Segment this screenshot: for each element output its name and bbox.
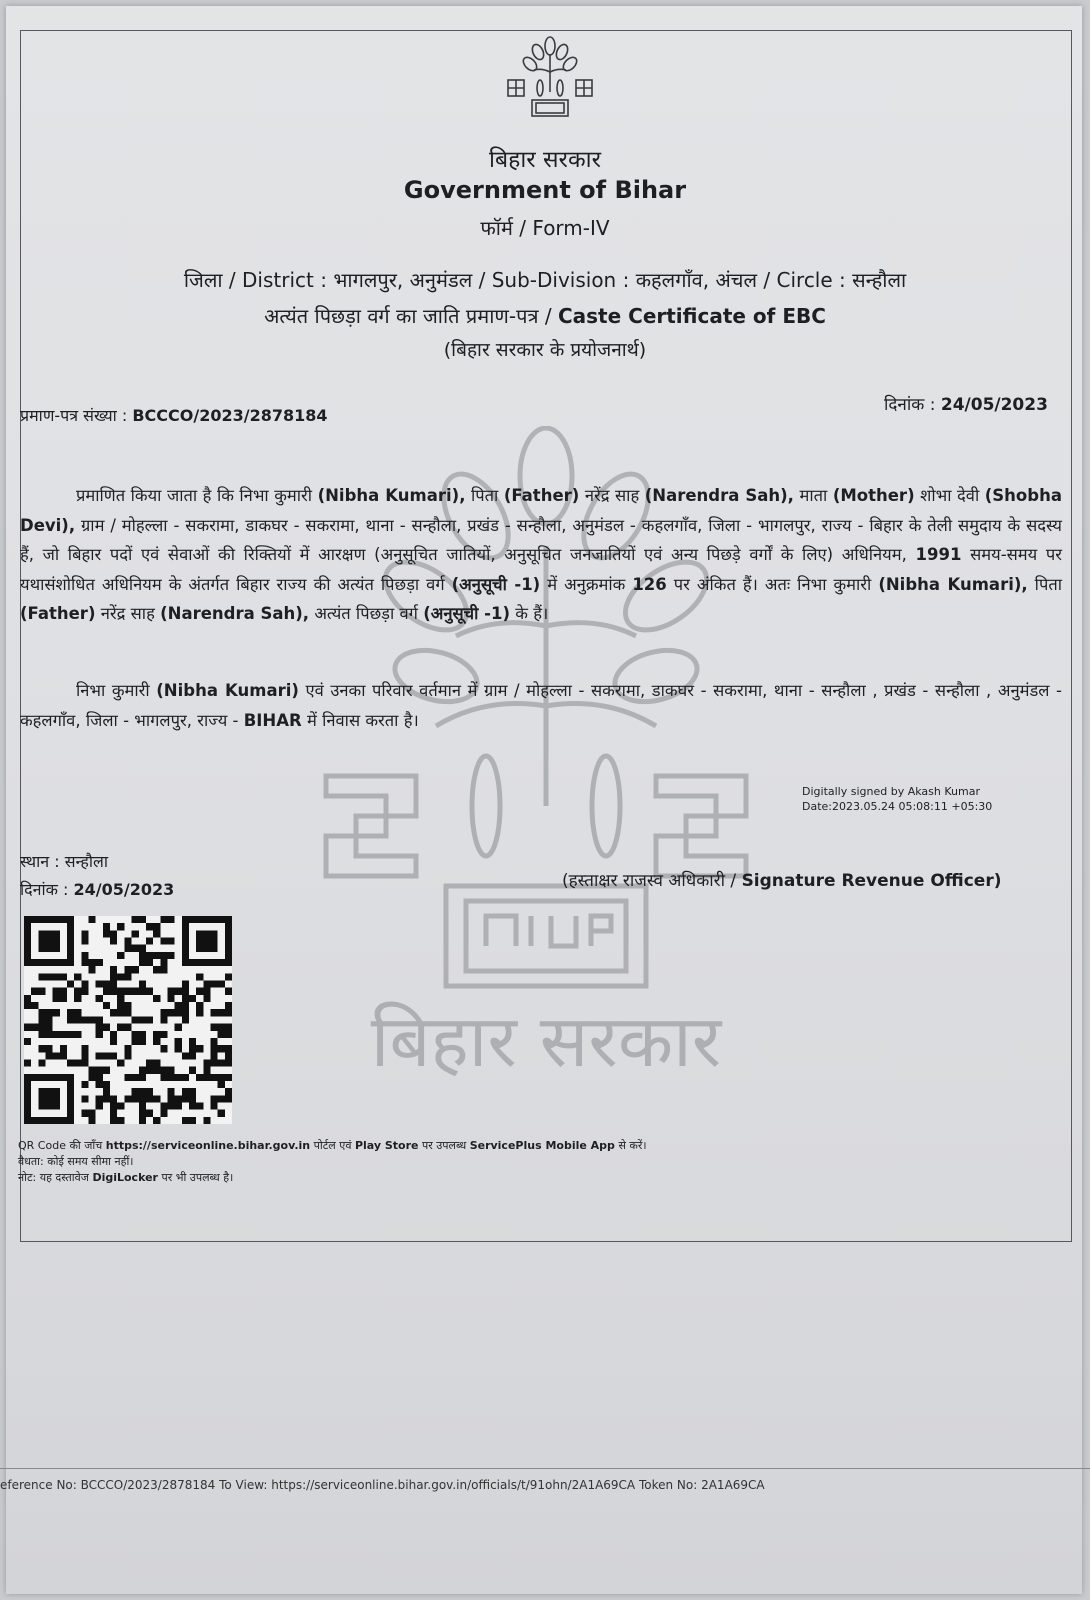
qr-note-app: ServicePlus Mobile App [469,1139,615,1152]
footer-reference: eference No: BCCCO/2023/2878184 To View: https://serviceonline.bihar.gov.in/officials/t/91ohn/2A1A69CA Token No: 2A1A69CA [0,1478,765,1492]
place [20,850,108,872]
form-number: फॉर्म / Form-IV [480,216,610,240]
certificate-number [20,404,328,426]
qr-note-url[interactable]: https://serviceonline.bihar.gov.in [105,1139,311,1152]
qr-note-line-1 [18,1138,647,1154]
p1-father-name: (Narendra Sah), [644,486,794,505]
issue-date-label: दिनांक : [20,880,69,899]
p1-mother-name: (Shobha Devi), [20,486,1062,535]
officer-signature-english: Signature Revenue Officer) [741,871,1002,891]
place-value: सन्हौला [64,852,108,871]
district-value: भागलपुर, [333,268,404,292]
circle-label: अंचल / Circle : [715,268,846,292]
p1-father-label-2: (Father) [20,604,96,623]
qr-note-line-3 [18,1170,647,1186]
title-english: Government of Bihar [403,176,687,204]
qr-note-text-c: पर उपलब्ध [421,1139,467,1152]
p1-schedule: (अनुसूची -1) [451,574,541,594]
p1-name: (Nibha Kumari), [317,486,466,505]
district-label: जिला / District : [183,268,327,292]
p1-text-h: में अनुक्रमांक [547,574,626,594]
circle-value: सन्हौला [852,268,907,292]
qr-note-text-d: से करें। [618,1139,647,1152]
p1-serial: 126 [632,574,667,594]
certificate-title [0,302,1090,329]
p2-state: BIHAR [243,710,302,730]
issue-date [20,878,174,900]
title-hindi: बिहार सरकार [489,147,601,173]
certificate-date [884,392,1048,415]
location-line [0,266,1090,293]
qr-note-text-b: पोर्टल एवं [313,1139,352,1152]
certificate-date-label: दिनांक : [884,395,936,415]
p1-text-l: अत्यंत पिछड़ा वर्ग [314,604,418,623]
p1-text-e: शोभा देवी [920,486,980,505]
qr-note-store: Play Store [354,1139,419,1152]
p1-text-c: नरेंद्र साह [584,486,640,505]
p1-text-m: के हैं। [515,604,549,623]
p1-text-b: पिता [470,486,499,505]
digital-signature-signer: Digitally signed by Akash Kumar [802,785,980,798]
p1-father-name-2: (Narendra Sah), [160,604,310,623]
p1-text-i: पर अंकित हैं। अतः निभा कुमारी [673,574,872,594]
qr-note-text-a: QR Code की जाँच [18,1139,103,1152]
qr-note-text-e: नोट: यह दस्तावेज [18,1171,89,1184]
certificate-date-value: 24/05/2023 [940,395,1048,415]
p1-father-label: (Father) [503,486,580,505]
p1-schedule-2: (अनुसूची -1) [423,604,511,623]
p1-text-a: प्रमाणित किया जाता है कि निभा कुमारी [76,486,313,505]
p1-name-2: (Nibha Kumari), [878,574,1028,594]
certificate-number-value: BCCCO/2023/2878184 [132,406,328,425]
certificate-paragraph-2 [20,676,1062,735]
bihar-emblem-icon [502,32,598,122]
p1-text-k: नरेंद्र साह [100,604,155,623]
qr-note-text-f: पर भी उपलब्ध है। [161,1171,234,1184]
certificate-title-hindi: अत्यंत पिछड़ा वर्ग का जाति प्रमाण-पत्र / [264,304,552,328]
qr-note-line-2: वैधता: कोई समय सीमा नहीं। [18,1155,134,1168]
subdivision-label: अनुमंडल / Sub-Division : [409,268,630,292]
digital-signature-date: Date:2023.05.24 05:08:11 +05:30 [802,800,993,813]
certificate-purpose: (बिहार सरकार के प्रयोजनार्थ) [443,339,647,361]
digital-signature [802,784,992,814]
watermark-text: बिहार सरकार [370,999,722,1083]
p1-text-j: पिता [1034,574,1062,594]
certificate-title-english: Caste Certificate of EBC [557,304,826,328]
qr-code-icon[interactable] [24,916,232,1124]
qr-note [18,1138,647,1186]
qr-note-digilocker: DigiLocker [92,1171,158,1184]
p2-text-a: निभा कुमारी [76,681,150,700]
p1-mother-label: (Mother) [832,486,915,505]
p1-year: 1991 [915,545,962,564]
p2-text-b: एवं उनका परिवार वर्तमान में ग्राम / मोहल्ला - सकरामा, डाकघर - सकरामा, थाना - सन्हौला , प्रखंड - सन्हौला , अनुमंडल - कहलगाँव, जिला - भागलपुर, राज्य - [20,681,1062,730]
place-label: स्थान : [20,852,60,871]
officer-signature-hindi: (हस्ताक्षर राजस्व अधिकारी / [562,871,737,891]
p2-text-c: में निवास करता है। [306,710,419,730]
footer-divider [0,1468,1090,1469]
officer-signature [562,868,1002,891]
p2-name: (Nibha Kumari) [156,681,299,700]
subdivision-value: कहलगाँव, [635,268,710,292]
p1-text-g: समय-समय पर यथासंशोधित अधिनियम के अंतर्गत बिहार राज्य की अत्यंत पिछड़ा वर्ग [20,545,1063,594]
issue-date-value: 24/05/2023 [73,880,175,899]
p1-text-d: माता [799,486,828,505]
p1-text-f: ग्राम / मोहल्ला - सकरामा, डाकघर - सकरामा, थाना - सन्हौला, प्रखंड - सन्हौला, अनुमंडल - कहलगाँव, जिला - भागलपुर, राज्य - बिहार के तेली समुदाय के सदस्य हैं, जो बिहार पदों एवं सेवाओं की रिक्तियों में आरक्षण (अनुसूचित जातियों, अनुसूचित जनजातियों एवं अन्य पिछड़े वर्गों के लिए) अधिनियम, [20,515,1062,564]
certificate-number-label: प्रमाण-पत्र संख्या : [20,406,128,425]
certificate-paragraph-1 [20,481,1062,629]
